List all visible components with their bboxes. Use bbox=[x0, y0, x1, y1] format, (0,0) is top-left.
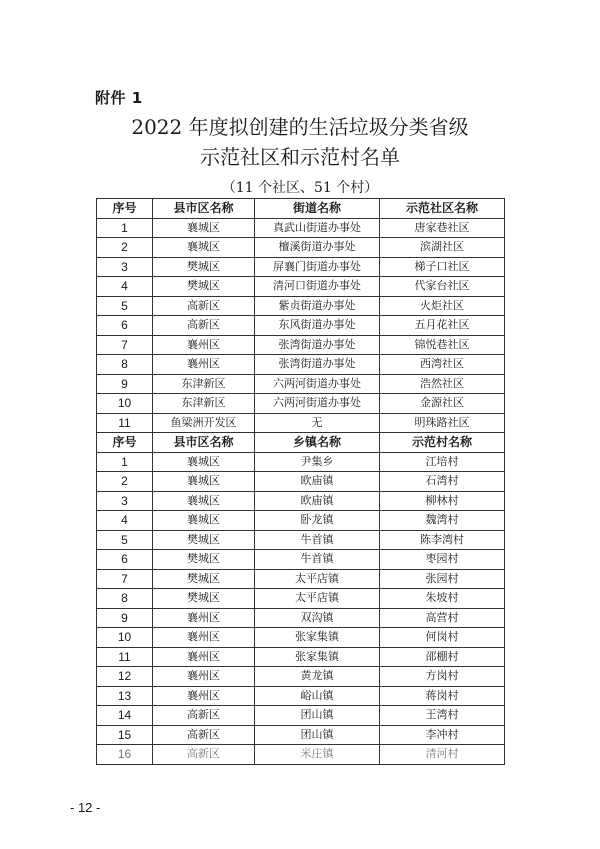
table-cell: 樊城区 bbox=[153, 277, 255, 297]
table-cell: 唐家巷社区 bbox=[380, 218, 505, 238]
table-cell: 2 bbox=[97, 472, 153, 492]
table-cell: 东津新区 bbox=[153, 374, 255, 394]
document-subtitle: （11 个社区、51 个村） bbox=[221, 180, 379, 196]
table-cell: 牛首镇 bbox=[255, 550, 380, 570]
table-cell: 清河口街道办事处 bbox=[255, 277, 380, 297]
table-cell: 黄龙镇 bbox=[255, 667, 380, 687]
table-cell: 3 bbox=[97, 257, 153, 277]
table-cell: 4 bbox=[97, 277, 153, 297]
table-row bbox=[97, 530, 505, 550]
table-cell: 襄州区 bbox=[153, 608, 255, 628]
table-cell: 10 bbox=[97, 394, 153, 414]
table-cell: 方岗村 bbox=[380, 667, 505, 687]
table-cell: 代家台社区 bbox=[380, 277, 505, 297]
table-row bbox=[97, 589, 505, 609]
village-header-cell: 序号 bbox=[97, 433, 153, 453]
village-header-cell: 示范村名称 bbox=[380, 433, 505, 453]
table-cell: 魏湾村 bbox=[380, 511, 505, 531]
table-row bbox=[97, 257, 505, 277]
table-row bbox=[97, 316, 505, 336]
village-header-row bbox=[97, 433, 505, 453]
table-cell: 樊城区 bbox=[153, 530, 255, 550]
table-cell: 鱼梁洲开发区 bbox=[153, 413, 255, 433]
table-row bbox=[97, 394, 505, 414]
document-title-line2: 示范社区和示范村名单 bbox=[200, 145, 400, 169]
table-cell: 襄州区 bbox=[153, 667, 255, 687]
community-header-cell: 街道名称 bbox=[255, 199, 380, 219]
table-cell: 襄城区 bbox=[153, 218, 255, 238]
table-cell: 紫贞街道办事处 bbox=[255, 296, 380, 316]
table-cell: 2 bbox=[97, 238, 153, 258]
table-cell: 张家集镇 bbox=[255, 628, 380, 648]
community-header-cell: 序号 bbox=[97, 199, 153, 219]
table-cell: 江培村 bbox=[380, 452, 505, 472]
table-cell: 何岗村 bbox=[380, 628, 505, 648]
table-cell: 11 bbox=[97, 413, 153, 433]
table-row bbox=[97, 296, 505, 316]
table-cell: 陈李湾村 bbox=[380, 530, 505, 550]
table-row bbox=[97, 745, 505, 765]
table-cell: 张湾街道办事处 bbox=[255, 355, 380, 375]
table-cell: 樊城区 bbox=[153, 569, 255, 589]
table-cell: 6 bbox=[97, 550, 153, 570]
table-cell: 牛首镇 bbox=[255, 530, 380, 550]
attachment-label: 附件 1 bbox=[95, 89, 143, 107]
document-title-line1: 2022 年度拟创建的生活垃圾分类省级 bbox=[131, 115, 469, 139]
table-cell: 高营村 bbox=[380, 608, 505, 628]
table-row bbox=[97, 667, 505, 687]
table-cell: 1 bbox=[97, 452, 153, 472]
table-cell: 5 bbox=[97, 530, 153, 550]
table-cell: 11 bbox=[97, 647, 153, 667]
table-cell: 襄城区 bbox=[153, 238, 255, 258]
table-cell: 9 bbox=[97, 608, 153, 628]
table-cell: 欧庙镇 bbox=[255, 472, 380, 492]
table-cell: 樊城区 bbox=[153, 550, 255, 570]
table-row bbox=[97, 569, 505, 589]
table-cell: 15 bbox=[97, 725, 153, 745]
village-header-cell: 县市区名称 bbox=[153, 433, 255, 453]
table-cell: 蒋岗村 bbox=[380, 686, 505, 706]
table-cell: 5 bbox=[97, 296, 153, 316]
table-cell: 高新区 bbox=[153, 296, 255, 316]
table-cell: 石湾村 bbox=[380, 472, 505, 492]
table-row bbox=[97, 608, 505, 628]
community-header-row bbox=[97, 199, 505, 219]
community-header-cell: 县市区名称 bbox=[153, 199, 255, 219]
table-cell: 李冲村 bbox=[380, 725, 505, 745]
table-cell: 王湾村 bbox=[380, 706, 505, 726]
table-cell: 屏襄门街道办事处 bbox=[255, 257, 380, 277]
table-cell: 明珠路社区 bbox=[380, 413, 505, 433]
table-cell: 无 bbox=[255, 413, 380, 433]
table-cell: 五月花社区 bbox=[380, 316, 505, 336]
table-cell: 火炬社区 bbox=[380, 296, 505, 316]
table-cell: 襄州区 bbox=[153, 628, 255, 648]
table-row bbox=[97, 335, 505, 355]
table-cell: 襄城区 bbox=[153, 452, 255, 472]
table-cell: 欧庙镇 bbox=[255, 491, 380, 511]
table-cell: 滨湖社区 bbox=[380, 238, 505, 258]
table-cell: 9 bbox=[97, 374, 153, 394]
table-cell: 浩然社区 bbox=[380, 374, 505, 394]
table-row bbox=[97, 218, 505, 238]
table-cell: 西湾社区 bbox=[380, 355, 505, 375]
table-cell: 14 bbox=[97, 706, 153, 726]
table-cell: 朱坡村 bbox=[380, 589, 505, 609]
table-cell: 锦悦巷社区 bbox=[380, 335, 505, 355]
table-cell: 樊城区 bbox=[153, 589, 255, 609]
table-cell: 1 bbox=[97, 218, 153, 238]
table-row bbox=[97, 452, 505, 472]
table-cell: 8 bbox=[97, 355, 153, 375]
table-cell: 柳林村 bbox=[380, 491, 505, 511]
table-cell: 团山镇 bbox=[255, 706, 380, 726]
table-cell: 襄州区 bbox=[153, 647, 255, 667]
table-cell: 枣园村 bbox=[380, 550, 505, 570]
community-header-cell: 示范社区名称 bbox=[380, 199, 505, 219]
table-cell: 张园村 bbox=[380, 569, 505, 589]
table-row bbox=[97, 491, 505, 511]
table-cell: 6 bbox=[97, 316, 153, 336]
table-cell: 16 bbox=[97, 745, 153, 765]
table-cell: 六两河街道办事处 bbox=[255, 394, 380, 414]
table-row bbox=[97, 511, 505, 531]
table-cell: 邵棚村 bbox=[380, 647, 505, 667]
table-cell: 六两河街道办事处 bbox=[255, 374, 380, 394]
table-cell: 12 bbox=[97, 667, 153, 687]
table-cell: 太平店镇 bbox=[255, 589, 380, 609]
table-cell: 尹集乡 bbox=[255, 452, 380, 472]
table-cell: 真武山街道办事处 bbox=[255, 218, 380, 238]
table-row bbox=[97, 550, 505, 570]
table-cell: 团山镇 bbox=[255, 725, 380, 745]
table-cell: 7 bbox=[97, 569, 153, 589]
table-cell: 双沟镇 bbox=[255, 608, 380, 628]
table-cell: 高新区 bbox=[153, 745, 255, 765]
table-row bbox=[97, 238, 505, 258]
table-cell: 张家集镇 bbox=[255, 647, 380, 667]
table-cell: 高新区 bbox=[153, 706, 255, 726]
table-cell: 3 bbox=[97, 491, 153, 511]
table-cell: 襄州区 bbox=[153, 335, 255, 355]
table-row bbox=[97, 472, 505, 492]
page-number: - 12 - bbox=[70, 800, 101, 815]
table-cell: 襄州区 bbox=[153, 355, 255, 375]
table-cell: 7 bbox=[97, 335, 153, 355]
table-row bbox=[97, 725, 505, 745]
table-row bbox=[97, 277, 505, 297]
table-row bbox=[97, 355, 505, 375]
table-row bbox=[97, 628, 505, 648]
table-cell: 高新区 bbox=[153, 725, 255, 745]
table-cell: 檀溪街道办事处 bbox=[255, 238, 380, 258]
table-row bbox=[97, 686, 505, 706]
table-cell: 4 bbox=[97, 511, 153, 531]
table-cell: 张湾街道办事处 bbox=[255, 335, 380, 355]
table-cell: 东津新区 bbox=[153, 394, 255, 414]
table-row bbox=[97, 413, 505, 433]
table-cell: 襄城区 bbox=[153, 472, 255, 492]
table-row bbox=[97, 647, 505, 667]
table-cell: 金源社区 bbox=[380, 394, 505, 414]
table-cell: 清河村 bbox=[380, 745, 505, 765]
table-cell: 樊城区 bbox=[153, 257, 255, 277]
table-row bbox=[97, 374, 505, 394]
table-cell: 东风街道办事处 bbox=[255, 316, 380, 336]
table-cell: 米庄镇 bbox=[255, 745, 380, 765]
table-cell: 襄州区 bbox=[153, 686, 255, 706]
table-cell: 10 bbox=[97, 628, 153, 648]
table-row bbox=[97, 706, 505, 726]
table-cell: 襄城区 bbox=[153, 491, 255, 511]
village-header-cell: 乡镇名称 bbox=[255, 433, 380, 453]
table-cell: 太平店镇 bbox=[255, 569, 380, 589]
table-cell: 梯子口社区 bbox=[380, 257, 505, 277]
table-cell: 峪山镇 bbox=[255, 686, 380, 706]
table-cell: 高新区 bbox=[153, 316, 255, 336]
table-cell: 8 bbox=[97, 589, 153, 609]
demonstration-list-table bbox=[96, 198, 505, 765]
table-cell: 襄城区 bbox=[153, 511, 255, 531]
table-cell: 卧龙镇 bbox=[255, 511, 380, 531]
table-cell: 13 bbox=[97, 686, 153, 706]
